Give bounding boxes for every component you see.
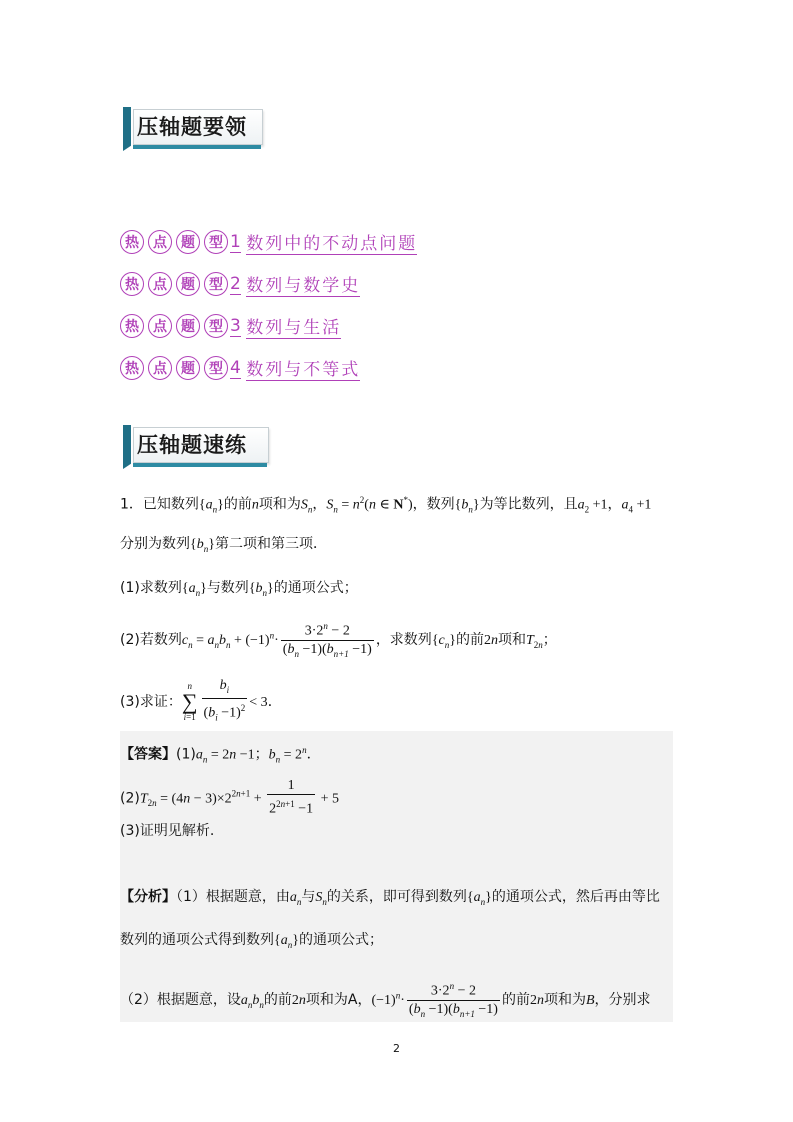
toc-item-label: 数列与不等式 — [246, 355, 360, 381]
answer-line-1: 【答案】$(1)a_n = 2n -1$；$b_n = 2^n$． — [120, 745, 321, 765]
toc-circle-char: 题 — [176, 230, 200, 254]
toc-circle-char: 点 — [148, 356, 172, 380]
toc-item-number: 3 — [230, 315, 241, 336]
toc-circle-char: 热 — [120, 230, 144, 254]
toc-circle-char: 型 — [204, 314, 228, 338]
toc-circle-char: 点 — [148, 272, 172, 296]
banner-accent-bar — [123, 425, 131, 469]
toc-item-4[interactable] — [120, 355, 360, 381]
toc-circle-char: 题 — [176, 272, 200, 296]
toc-circle-char: 点 — [148, 314, 172, 338]
toc-item-label: 数列与生活 — [246, 313, 341, 339]
analysis-line-3: （2）根据题意，设$a_nb_n$的前2n项和为A，$(-1)^n\cdot$ $\frac{3\cdot 2^n - 2}{(b_n -1)(b_{n+1} -1)}$ 的前2n项和为B，分别求 — [120, 978, 651, 1022]
toc-circle-char: 热 — [120, 314, 144, 338]
banner-underline — [133, 145, 261, 149]
toc-circle-char: 型 — [204, 356, 228, 380]
toc-circle-char: 题 — [176, 314, 200, 338]
toc-circle-char: 型 — [204, 230, 228, 254]
toc-item-1[interactable] — [120, 229, 417, 255]
question-part-1: (1)求数列$\{a_n\}$与数列$\{b_n\}$的通项公式； — [120, 580, 358, 598]
answer-line-2: $(2)T_{2n} = (4n - 3)\times 2^{2n+1}$ + $\frac{1}{2^{2n+1} -1}$ + 5 — [120, 778, 340, 817]
banner-underline — [133, 463, 267, 467]
toc-item-label: 数列与数学史 — [246, 271, 360, 297]
toc-item-3[interactable] — [120, 313, 341, 339]
page-number: 2 — [393, 1042, 400, 1055]
toc-item-number: 1 — [230, 231, 241, 252]
question-part-3: (3)求证：n ∑ i=1 $\frac{b_i}{(b_i -1)^2}$ < 3． — [120, 678, 282, 723]
banner-title: 压轴题要领 — [137, 115, 247, 139]
toc-item-2[interactable] — [120, 271, 360, 297]
toc-circle-char: 热 — [120, 272, 144, 296]
banner-accent-bar — [123, 107, 131, 151]
question-part-2: (2)若数列$c_n = a_nb_n + (-1)^n\cdot$ $\frac{3\cdot 2^n - 2}{(b_n -1)(b_{n+1} -1)}$ ，求数列$\{c_n\}$的前2n项和$T_{2n}$； — [120, 618, 557, 662]
analysis-line-2: 数列的通项公式得到数列$\{a_n\}$的通项公式； — [120, 932, 383, 950]
toc-circle-char: 点 — [148, 230, 172, 254]
toc-circle-char: 型 — [204, 272, 228, 296]
banner-title: 压轴题速练 — [137, 433, 247, 457]
toc-item-label: 数列中的不动点问题 — [246, 229, 417, 255]
question-line-2: 分别为数列$\{b_n\}$第二项和第三项． — [120, 536, 327, 554]
toc-circle-char: 热 — [120, 356, 144, 380]
analysis-line-1: 【分析】（1）根据题意，由$a_n$与$S_n$的关系，即可得到数列$\{a_n\}$的通项公式，然后再由等比 — [120, 889, 660, 907]
answer-line-3: (3)证明见解析. — [120, 823, 215, 839]
question-line-1: 1．已知数列$\{a_n\}$的前n项和为$S_n$，$S_n = n^2(n$ ∈ N*)，数列$\{b_n\}$为等比数列，且$a_2 +1$，$a_4 +1$ — [120, 495, 652, 515]
toc-circle-char: 题 — [176, 356, 200, 380]
toc-item-number: 4 — [230, 357, 241, 378]
toc-item-number: 2 — [230, 273, 241, 294]
